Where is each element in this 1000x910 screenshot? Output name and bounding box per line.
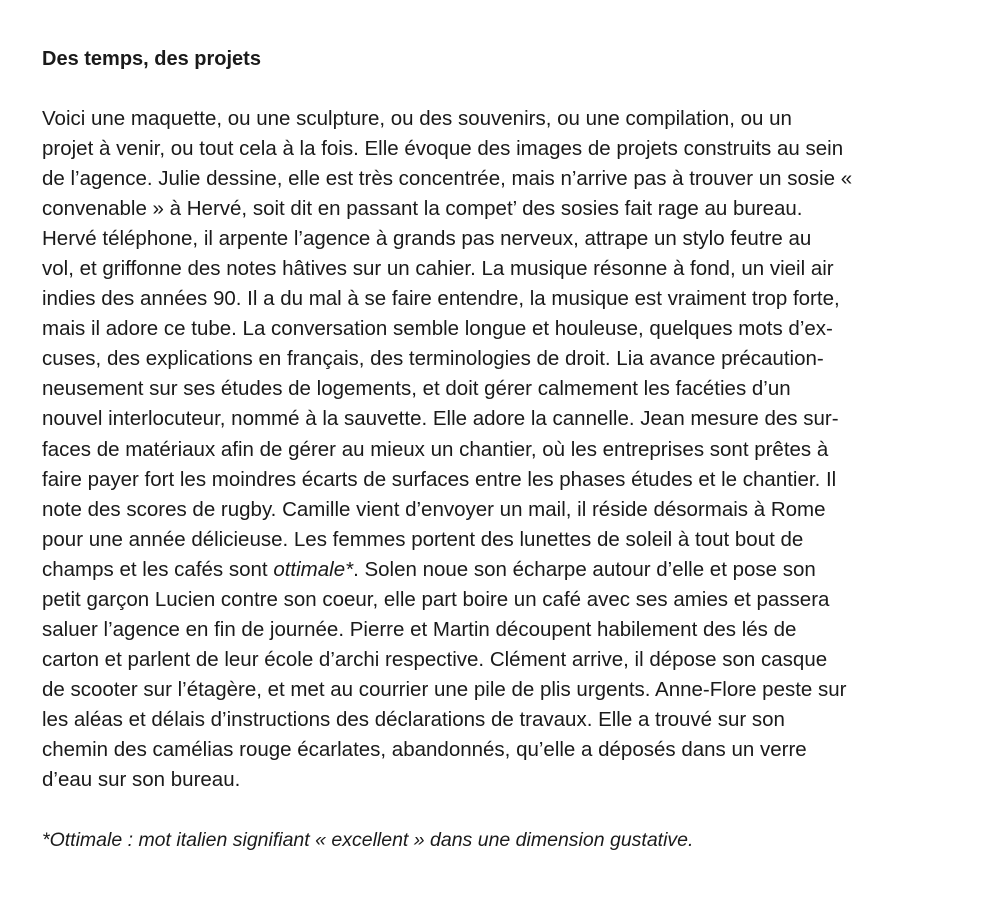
body-line: carton et parlent de leur école d’archi respective. Clément arrive, il dépose son casque — [42, 647, 828, 671]
italic-term: ottimale* — [273, 557, 354, 581]
body-line: cuses, des explications en français, des terminologies de droit. Lia avance précaution- — [42, 347, 824, 371]
body-line: Voici une maquette, ou une sculpture, ou des souvenirs, ou une compilation, ou un — [42, 107, 792, 130]
body-line: neusement sur ses études de logements, et doit gérer calmement les facéties d’un — [42, 377, 791, 401]
body-line: Hervé téléphone, il arpente l’agence à grands pas nerveux, attrape un stylo feutre au — [42, 227, 812, 251]
body-line — [42, 555, 962, 585]
body-line: mais il adore ce tube. La conversation semble longue et houleuse, quelques mots d’ex- — [42, 317, 833, 341]
body-line: faire payer fort les moindres écarts de surfaces entre les phases études et le chantier. Il — [42, 467, 837, 491]
body-line: petit garçon Lucien contre son coeur, elle part boire un café avec ses amies et passera — [42, 587, 830, 611]
body-line: de scooter sur l’étagère, et met au courrier une pile de plis urgents. Anne-Flore peste sur — [42, 677, 847, 701]
body-line: projet à venir, ou tout cela à la fois. Elle évoque des images de projets construits au sein — [42, 137, 844, 161]
body-line: de l’agence. Julie dessine, elle est très concentrée, mais n’arrive pas à trouver un sosie « — [42, 167, 853, 191]
body-paragraph — [42, 104, 962, 795]
body-line: nouvel interlocuteur, nommé à la sauvette. Elle adore la cannelle. Jean mesure des sur- — [42, 407, 839, 431]
body-line: indies des années 90. Il a du mal à se faire entendre, la musique est vraiment trop forte, — [42, 287, 840, 311]
body-line: saluer l’agence en fin de journée. Pierre et Martin découpent habilement des lés de — [42, 617, 797, 641]
body-text: champs et les cafés sont — [42, 557, 274, 581]
body-line: chemin des camélias rouge écarlates, abandonnés, qu’elle a déposés dans un verre — [42, 737, 807, 761]
footnote: *Ottimale : mot italien signifiant « excellent » dans une dimension gustative. — [42, 829, 694, 852]
body-line: note des scores de rugby. Camille vient d’envoyer un mail, il réside désormais à Rome — [42, 497, 826, 521]
spacer — [42, 795, 962, 825]
document-title: Des temps, des projets — [42, 48, 261, 70]
body-line: les aléas et délais d’instructions des déclarations de travaux. Elle a trouvé sur son — [42, 707, 785, 731]
body-line: faces de matériaux afin de gérer au mieux un chantier, où les entreprises sont prêtes à — [42, 437, 829, 461]
body-line: convenable » à Hervé, soit dit en passant la compet’ des sosies fait rage au bureau. — [42, 197, 803, 221]
body-line: pour une année délicieuse. Les femmes portent des lunettes de soleil à tout bout de — [42, 527, 804, 551]
body-line: d’eau sur son bureau. — [42, 768, 241, 792]
document-page — [42, 44, 962, 855]
body-line: vol, et griffonne des notes hâtives sur un cahier. La musique résonne à fond, un vieil air — [42, 257, 834, 281]
body-text: . Solen noue son écharpe autour d’elle et pose son — [353, 557, 816, 581]
